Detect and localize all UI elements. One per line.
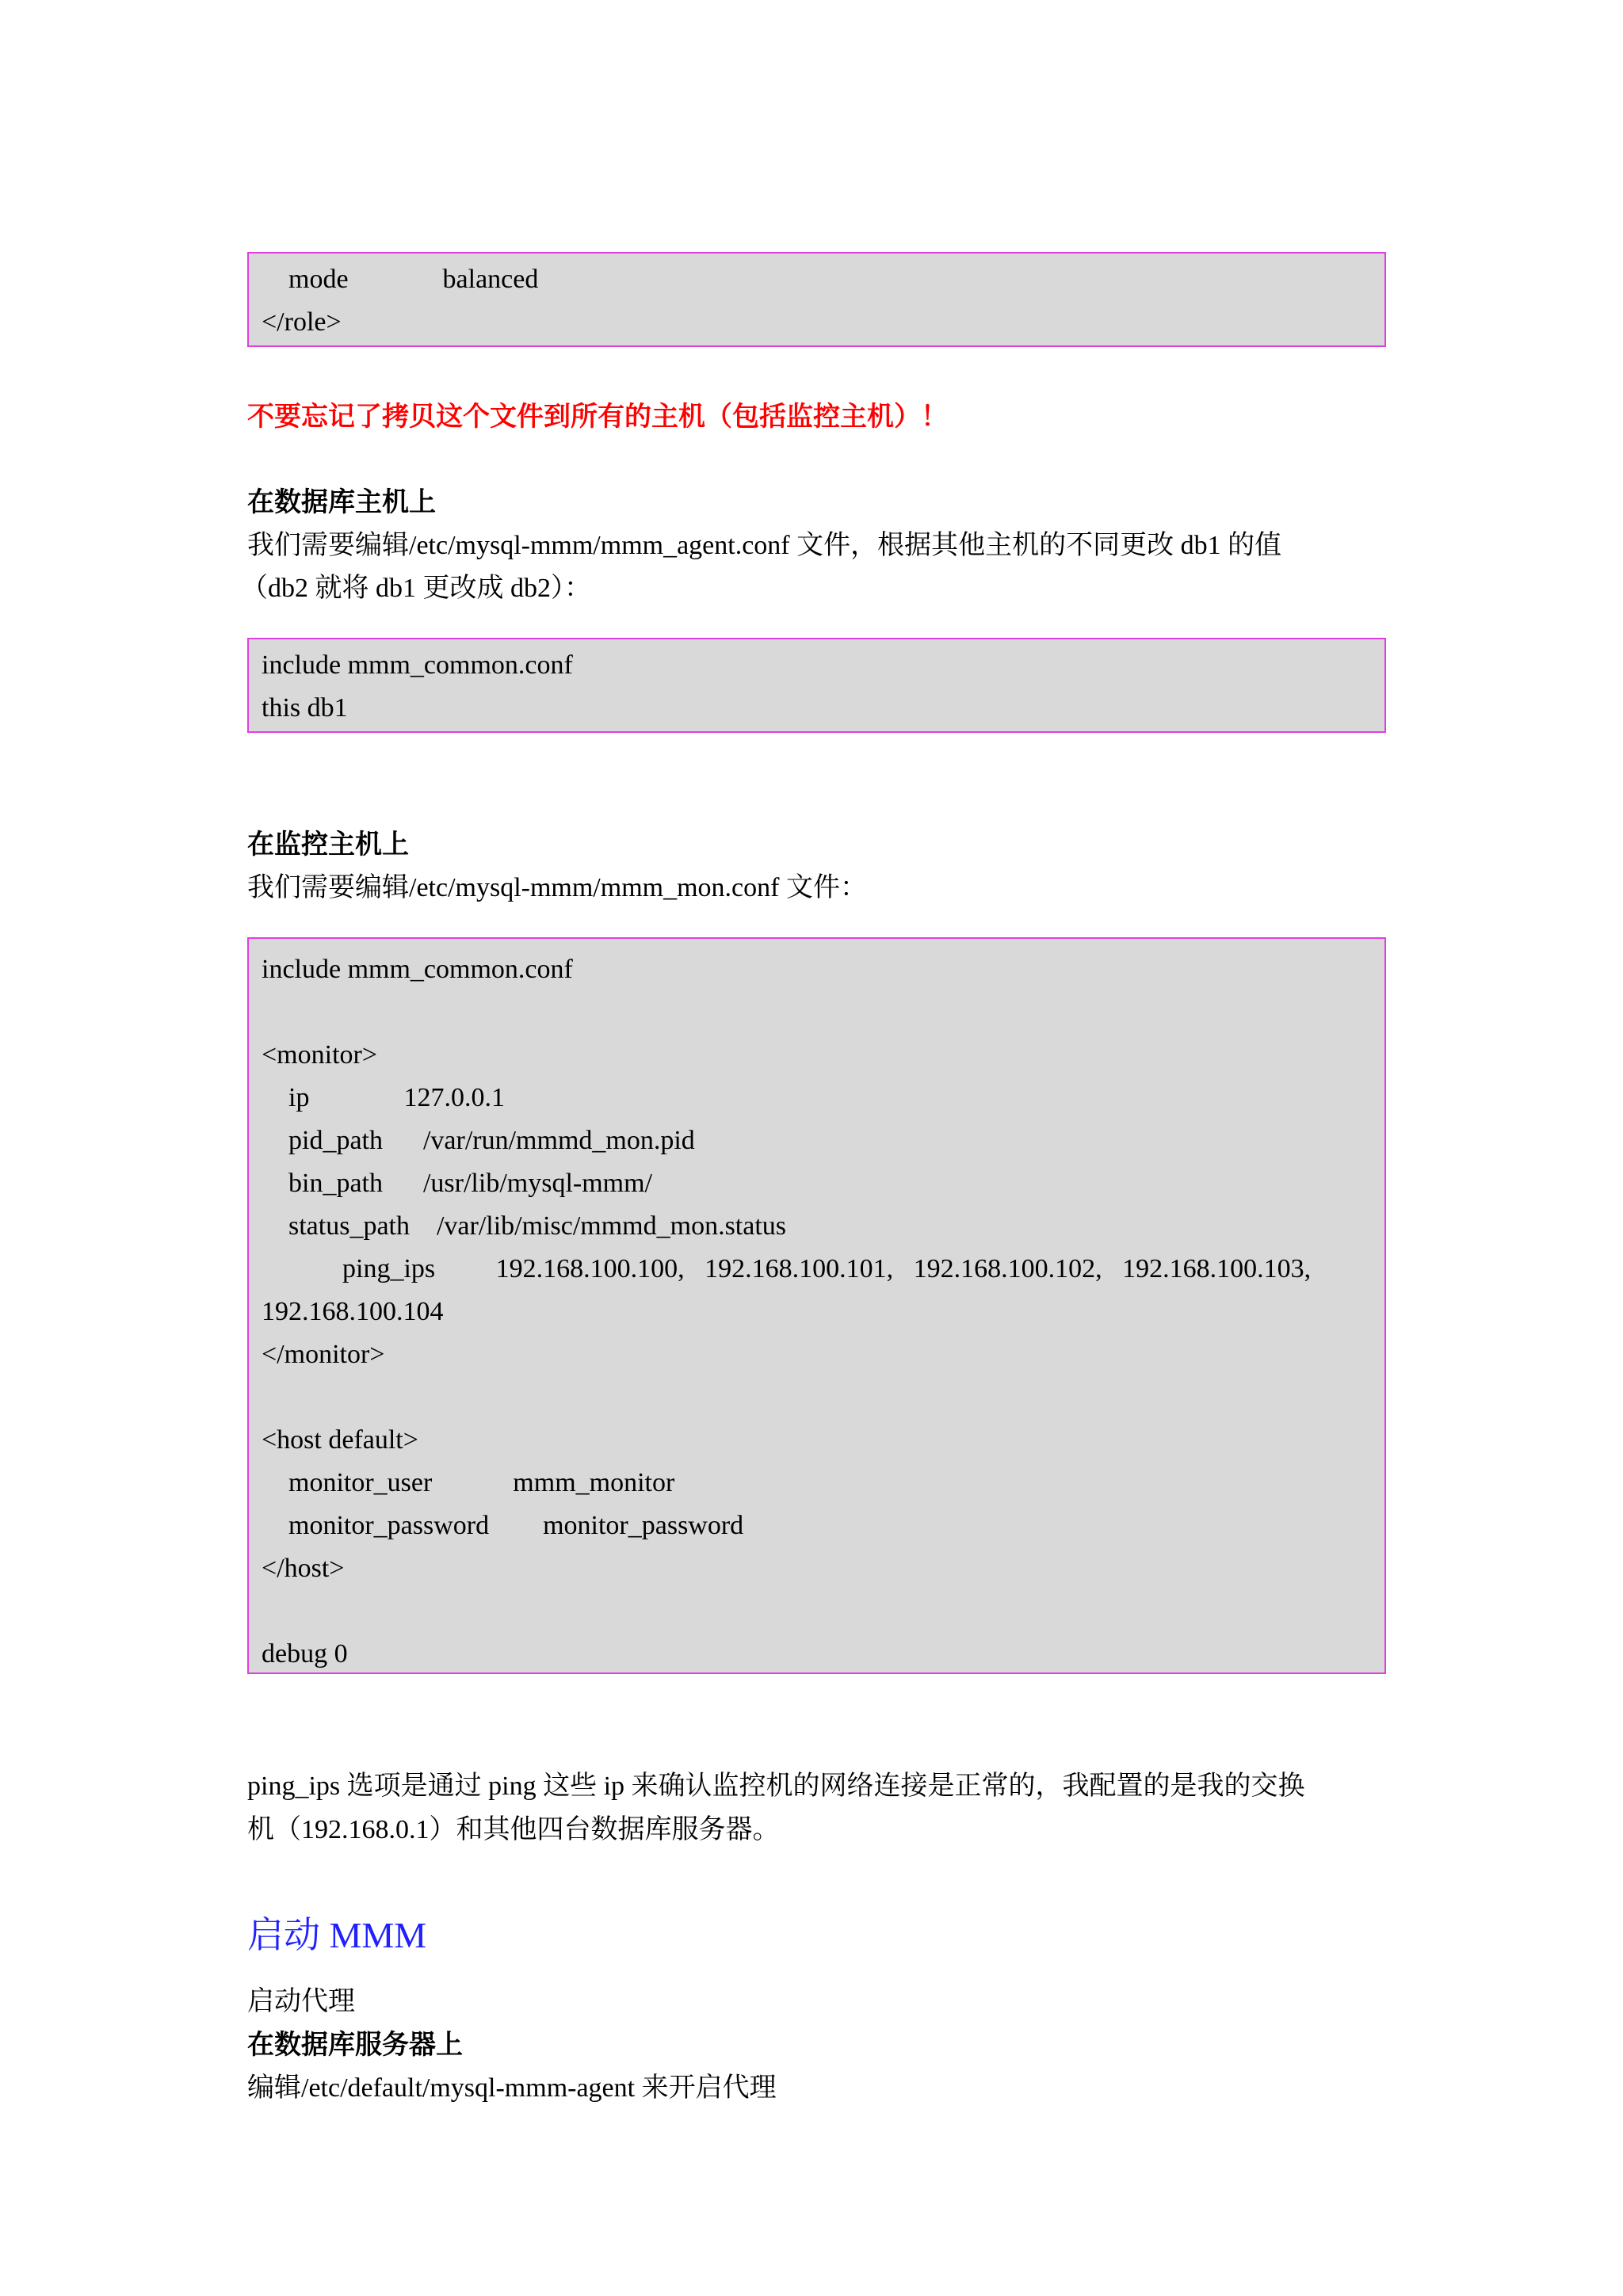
code-line xyxy=(262,1590,1372,1633)
code-block-agent-conf xyxy=(247,638,1386,733)
db-host-paragraph-line2: （db2 就将 db1 更改成 db2）： xyxy=(241,574,591,603)
monitor-host-heading: 在监控主机上 xyxy=(247,830,409,860)
db-host-heading: 在数据库主机上 xyxy=(247,488,436,517)
code-line: 192.168.100.104 xyxy=(262,1297,444,1326)
db-host-paragraph-text: 我们需要编辑/etc/mysql-mmm/mmm_agent.conf 文件，根据其他主机的不同更改 db1 的值 xyxy=(247,531,1282,560)
code-line: monitor_password monitor_password xyxy=(262,1511,744,1540)
db-host-paragraph-line1 xyxy=(247,524,1386,567)
code-line: bin_path /usr/lib/mysql-mmm/ xyxy=(262,1169,652,1198)
edit-agent-default-paragraph: 编辑/etc/default/mysql-mmm-agent 来开启代理 xyxy=(247,2073,777,2103)
section-title-start-mmm: 启动 MMM xyxy=(247,1915,427,1955)
code-line xyxy=(262,1376,1372,1419)
code-block-mon-conf xyxy=(247,937,1386,1674)
start-agent-label: 启动代理 xyxy=(247,1987,355,2016)
code-line: <host default> xyxy=(262,1425,418,1455)
ping-note-line1: ping_ips 选项是通过 ping 这些 ip 来确认监控机的网络连接是正常的，我配置的是我的交换 xyxy=(247,1772,1305,1801)
code-line: <monitor> xyxy=(262,1040,378,1070)
code-line: include mmm_common.conf xyxy=(262,955,573,984)
ping-note-line2: 机（192.168.0.1）和其他四台数据库服务器。 xyxy=(247,1815,780,1844)
code-line: monitor_user mmm_monitor xyxy=(262,1468,675,1497)
code-line: debug 0 xyxy=(262,1639,348,1669)
code-line: pid_path /var/run/mmmd_mon.pid xyxy=(262,1126,695,1155)
code-line: mode balanced xyxy=(262,265,539,294)
code-block-role-end xyxy=(247,252,1386,347)
code-line xyxy=(262,991,1372,1034)
code-line: ip 127.0.0.1 xyxy=(262,1083,505,1112)
code-line: include mmm_common.conf xyxy=(262,650,573,680)
code-line: </host> xyxy=(262,1554,345,1583)
db-server-heading: 在数据库服务器上 xyxy=(247,2031,463,2060)
code-line: ping_ips 192.168.100.100, 192.168.100.101, 192.168.100.102, 192.168.100.103, xyxy=(262,1254,1312,1283)
code-line: this db1 xyxy=(262,693,348,723)
code-line: </role> xyxy=(262,307,342,337)
code-line: </monitor> xyxy=(262,1340,385,1369)
monitor-host-paragraph: 我们需要编辑/etc/mysql-mmm/mmm_mon.conf 文件： xyxy=(247,873,867,902)
code-line: status_path /var/lib/misc/mmmd_mon.status xyxy=(262,1211,787,1241)
copy-warning: 不要忘记了拷贝这个文件到所有的主机（包括监控主机）！ xyxy=(247,402,948,432)
